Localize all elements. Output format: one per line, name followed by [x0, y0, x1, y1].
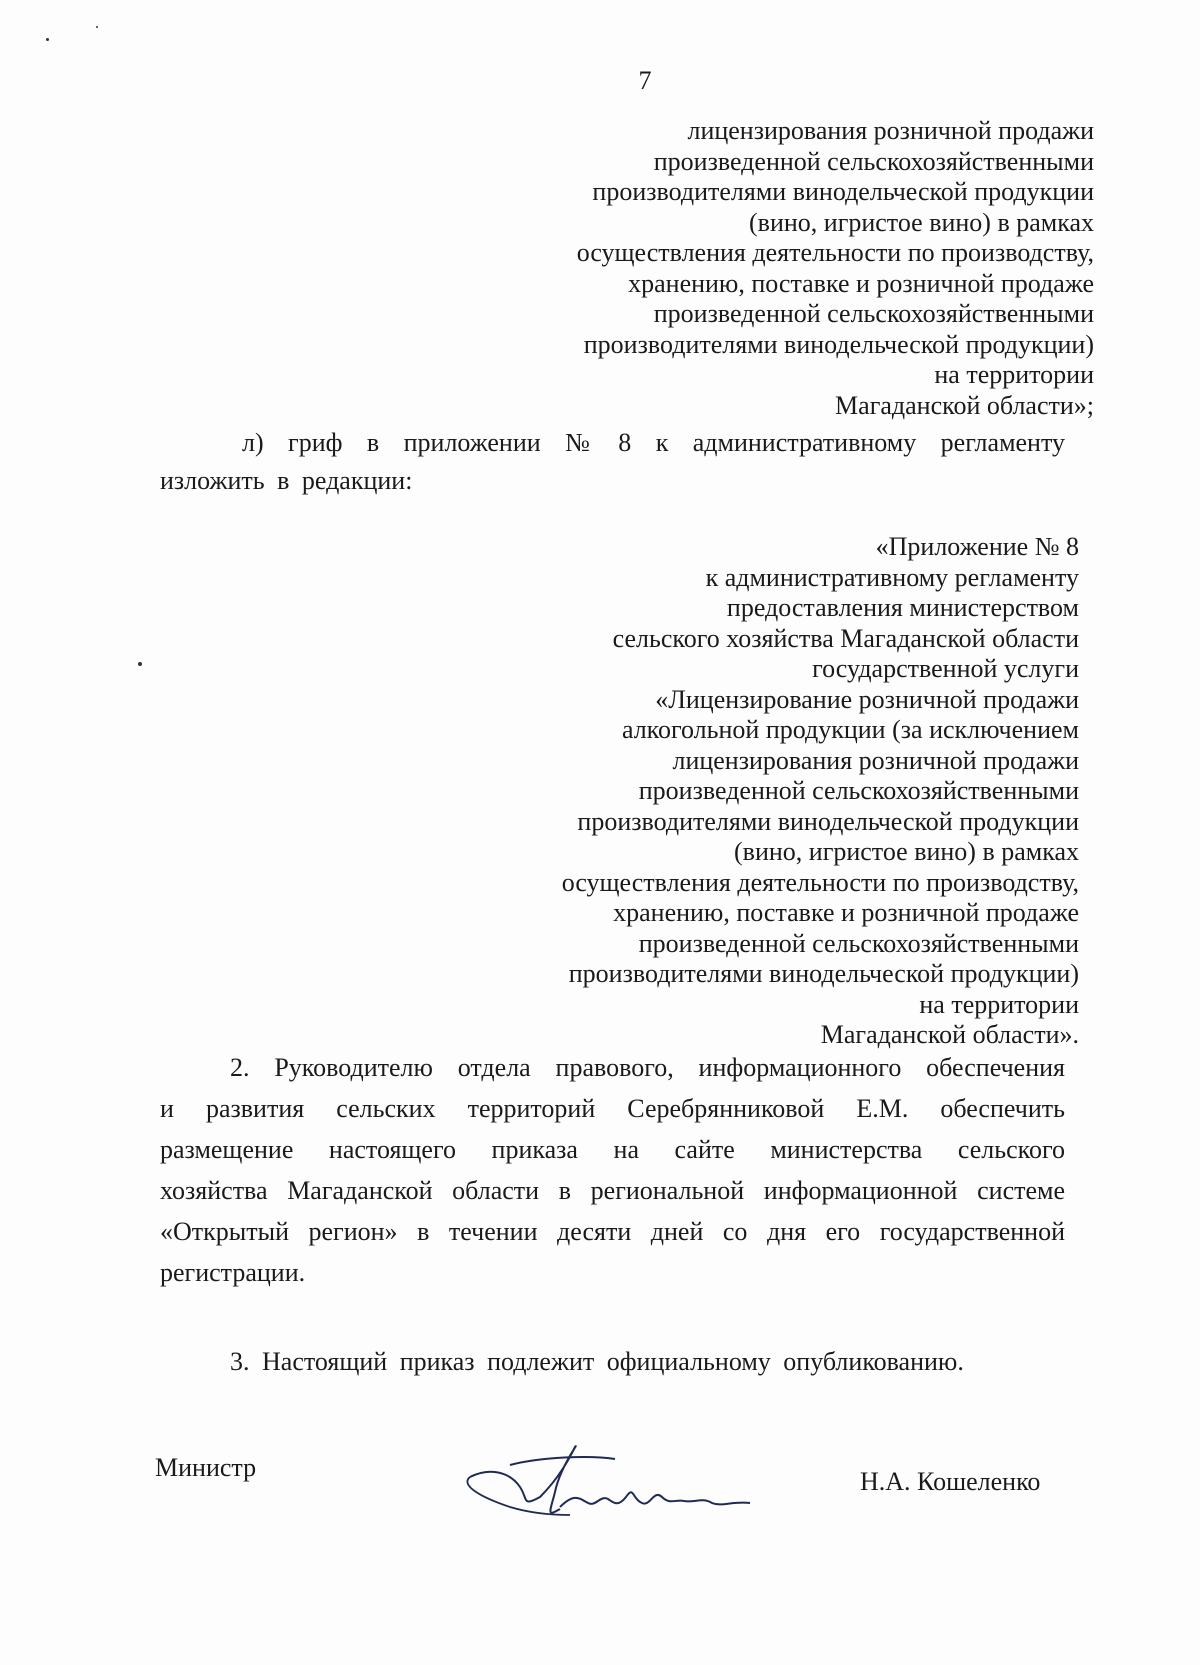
paragraph-l [160, 422, 1065, 502]
paragraph-line: 3. Настоящий приказ подлежит официальному опубликованию. [230, 1347, 964, 1376]
paragraph-line: 2. Руководителю отдела правового, информационного обеспечения [230, 1053, 1065, 1082]
heading-line: Магаданской области»; [835, 390, 1094, 420]
heading-line: производителями винодельческой продукции) [568, 959, 1079, 988]
signatory-title: Министр [155, 1453, 257, 1482]
heading-line: производителями винодельческой продукции) [583, 329, 1094, 359]
signature-block [0, 1445, 1200, 1525]
handwritten-signature [450, 1437, 810, 1527]
heading-line: (вино, игристое вино) в рамках [734, 837, 1079, 866]
appendix-heading-continuation [577, 116, 1094, 421]
heading-line: сельского хозяйства Магаданской области [612, 623, 1079, 653]
heading-line: произведенной сельскохозяйственными [638, 928, 1079, 958]
heading-line: на территории [934, 360, 1094, 389]
heading-line: на территории [919, 989, 1079, 1019]
heading-line: производителями винодельческой продукции [592, 177, 1094, 206]
paragraph-line: размещение настоящего приказа на сайте министерства сельского [160, 1135, 1065, 1164]
scan-speck [138, 662, 142, 666]
heading-line: хранению, поставке и розничной продаже [628, 268, 1094, 298]
appendix-8-heading [562, 532, 1079, 1051]
heading-line: произведенной сельскохозяйственными [638, 776, 1079, 805]
paragraph-line: и развития сельских территорий Серебрянниковой Е.М. обеспечить [160, 1094, 1065, 1123]
heading-line: предоставления министерством [726, 593, 1079, 622]
paragraph-3 [160, 1341, 1065, 1383]
heading-line: произведенной сельскохозяйственными [653, 299, 1094, 328]
scan-speck [96, 26, 98, 28]
paragraph-l-line2: изложить в редакции: [160, 466, 413, 495]
paragraph-line: «Открытый регион» в течении десяти дней со дня его государственной [160, 1217, 1065, 1246]
paragraph-line: регистрации. [160, 1258, 306, 1287]
heading-line: к административному регламенту [705, 562, 1079, 592]
heading-line: производителями винодельческой продукции [577, 806, 1079, 836]
heading-line: осуществления деятельности по производству, [561, 867, 1079, 897]
heading-line: государственной услуги [812, 654, 1079, 683]
heading-line: Магаданской области». [820, 1020, 1079, 1049]
heading-line: лицензирования розничной продажи [687, 116, 1094, 145]
paragraph-2 [160, 1047, 1065, 1293]
heading-line: «Приложение № 8 [875, 532, 1079, 561]
heading-line: (вино, игристое вино) в рамках [749, 207, 1094, 237]
scan-speck [46, 38, 49, 41]
heading-line: хранению, поставке и розничной продаже [613, 898, 1079, 927]
heading-line: осуществления деятельности по производству, [576, 238, 1094, 267]
paragraph-l-line1: л) гриф в приложении № 8 к административному регламенту [242, 428, 1065, 457]
page-number: 7 [638, 66, 652, 95]
signatory-name: Н.А. Кошеленко [860, 1467, 1041, 1496]
heading-line: произведенной сельскохозяйственными [653, 146, 1094, 176]
paragraph-line: хозяйства Магаданской области в региональной информационной системе [160, 1176, 1065, 1205]
heading-line: лицензирования розничной продажи [672, 745, 1079, 775]
heading-line: алкогольной продукции (за исключением [621, 715, 1079, 744]
heading-line: «Лицензирование розничной продажи [655, 684, 1079, 714]
